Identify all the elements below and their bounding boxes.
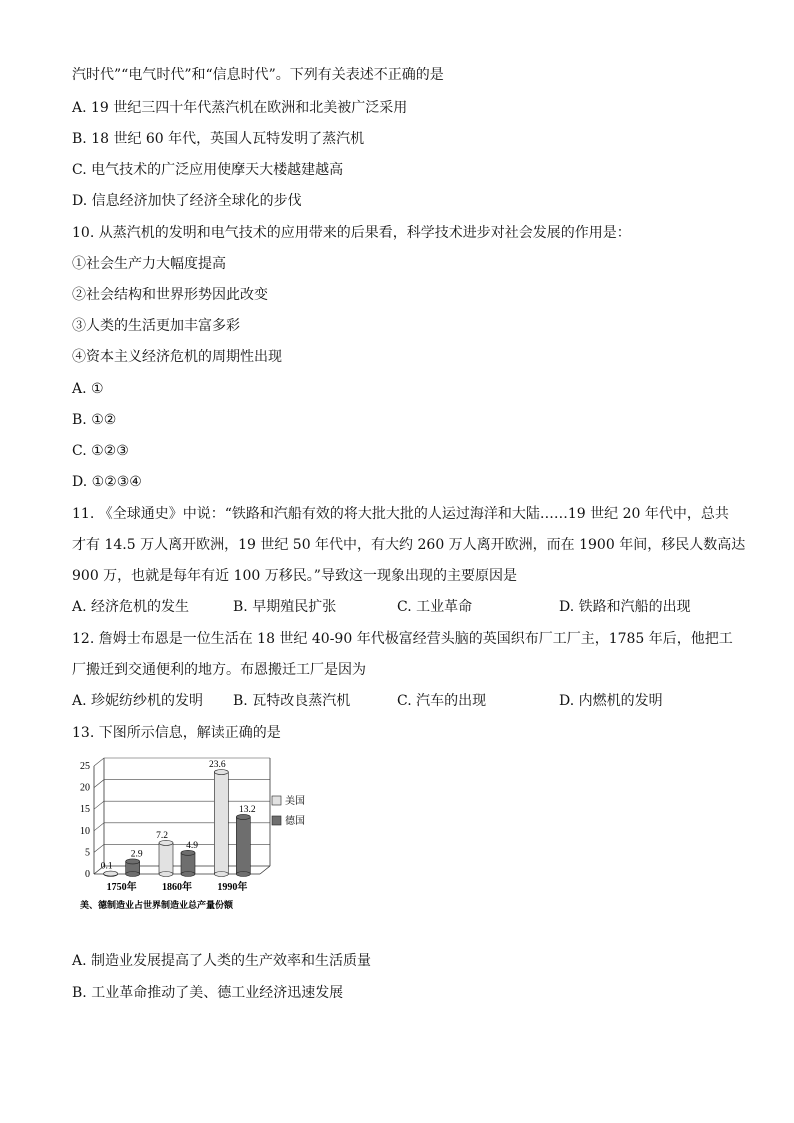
chart-x-labels: [107, 880, 248, 893]
q10-option-b: B. ①②: [72, 412, 117, 428]
q10-item-4: ④资本主义经济危机的周期性出现: [72, 349, 282, 365]
chart-bar-base: [159, 872, 173, 877]
chart-gridline: [94, 758, 270, 766]
chart-data-label: 7.2: [156, 830, 168, 841]
q13-option-a: A. 制造业发展提高了人类的生产效率和生活质量: [72, 953, 372, 969]
q10-stem: 10. 从蒸汽机的发明和电气技术的应用带来的后果看，科学技术进步对社会发展的作用是：: [72, 225, 631, 241]
chart-bar-top: [181, 850, 195, 855]
chart-caption: 美、德制造业占世界制造业总产量份额: [80, 901, 234, 911]
chart-data-label: 13.2: [239, 804, 256, 815]
q10-option-d: D. ①②③④: [72, 474, 142, 490]
chart-bar-top: [104, 871, 118, 876]
chart-legend: [272, 794, 305, 827]
chart-bar: [159, 843, 173, 874]
q9-stem: 汽时代”“电气时代”和“信息时代”。下列有关表述不正确的是: [72, 67, 444, 83]
chart-x-tick-label: 1860年: [162, 882, 192, 893]
q11-stem-line-3: 900 万，也就是每年有近 100 万移民。”导致这一现象出现的主要原因是: [72, 568, 517, 584]
manufacturing-share-chart: [72, 752, 372, 914]
chart-y-tick-label: 20: [80, 782, 90, 794]
chart-bar-top: [159, 840, 173, 845]
q12-option-b: B. 瓦特改良蒸汽机: [233, 693, 351, 709]
chart-y-tick-label: 0: [85, 869, 90, 880]
q12-stem-line-2: 厂搬迁到交通便利的地方。布恩搬迁工厂是因为: [72, 662, 366, 678]
chart-bar-base: [126, 872, 140, 877]
q10-item-3: ③人类的生活更加丰富多彩: [72, 318, 240, 334]
chart-data-label: 4.9: [186, 840, 198, 851]
q12-stem-line-1: 12. 詹姆士布恩是一位生活在 18 世纪 40-90 年代极富经营头脑的英国织布厂工厂主，1785 年后，他把工: [72, 631, 733, 647]
q10-item-1: ①社会生产力大幅度提高: [72, 256, 226, 272]
chart-y-tick-label: 10: [80, 825, 90, 837]
chart-y-ticks: [80, 761, 90, 880]
chart-legend-swatch: [272, 816, 281, 825]
q9-option-d: D. 信息经济加快了经济全球化的步伐: [72, 193, 302, 209]
q11-option-d: D. 铁路和汽船的出现: [559, 599, 691, 615]
q10-option-a: A. ①: [72, 381, 104, 397]
q11-stem-line-2: 才有 14.5 万人离开欧洲，19 世纪 50 年代中，有大约 260 万人离开欧洲，而在 1900 年间，移民人数高达: [72, 537, 746, 553]
chart-y-tick-label: 15: [80, 804, 90, 816]
q12-option-d: D. 内燃机的发明: [559, 693, 663, 709]
q10-item-2: ②社会结构和世界形势因此改变: [72, 287, 268, 303]
chart-floor-right-edge: [260, 866, 270, 874]
chart-data-label: 0.1: [100, 861, 113, 872]
chart-bar-top: [214, 770, 228, 775]
q9-option-b: B. 18 世纪 60 年代，英国人瓦特发明了蒸汽机: [72, 131, 365, 147]
q9-option-c: C. 电气技术的广泛应用使摩天大楼越建越高: [72, 162, 344, 178]
chart-data-label: 23.6: [209, 760, 226, 771]
q11-option-a: A. 经济危机的发生: [72, 599, 190, 615]
q12-option-a: A. 珍妮纺纱机的发明: [72, 693, 204, 709]
chart-legend-label: 德国: [285, 816, 305, 827]
chart-bar: [236, 817, 250, 874]
q11-option-c: C. 工业革命: [397, 599, 473, 615]
chart-y-tick-label: 5: [85, 847, 90, 859]
chart-bar-base: [181, 872, 195, 877]
chart-y-tick-label: 25: [80, 761, 90, 772]
q12-option-c: C. 汽车的出现: [397, 693, 487, 709]
chart-data-label: 2.9: [130, 849, 143, 860]
chart-value-labels: [101, 760, 256, 872]
chart-x-tick-label: 1750年: [106, 882, 137, 893]
q9-option-a: A. 19 世纪三四十年代蒸汽机在欧洲和北美被广泛采用: [72, 100, 408, 116]
chart-bar: [181, 853, 195, 874]
q13-stem: 13. 下图所示信息，解读正确的是: [72, 725, 281, 741]
chart-bar-top: [126, 859, 140, 864]
chart-legend-swatch: [272, 796, 281, 805]
chart-gridline: [94, 780, 270, 788]
chart-legend-label: 美国: [285, 796, 305, 807]
chart-bar: [214, 772, 228, 874]
q11-option-b: B. 早期殖民扩张: [233, 599, 337, 615]
chart-bar-base: [214, 872, 228, 877]
chart-bar-base: [236, 872, 250, 877]
q11-stem-line-1: 11. 《全球通史》中说：“铁路和汽船有效的将大批大批的人运过海洋和大陆……19 世纪 20 年代中，总共: [72, 506, 729, 522]
q10-option-c: C. ①②③: [72, 443, 129, 459]
q13-option-b: B. 工业革命推动了美、德工业经济迅速发展: [72, 985, 344, 1001]
chart-bar-top: [236, 814, 250, 819]
chart-x-tick-label: 1990年: [217, 882, 248, 893]
